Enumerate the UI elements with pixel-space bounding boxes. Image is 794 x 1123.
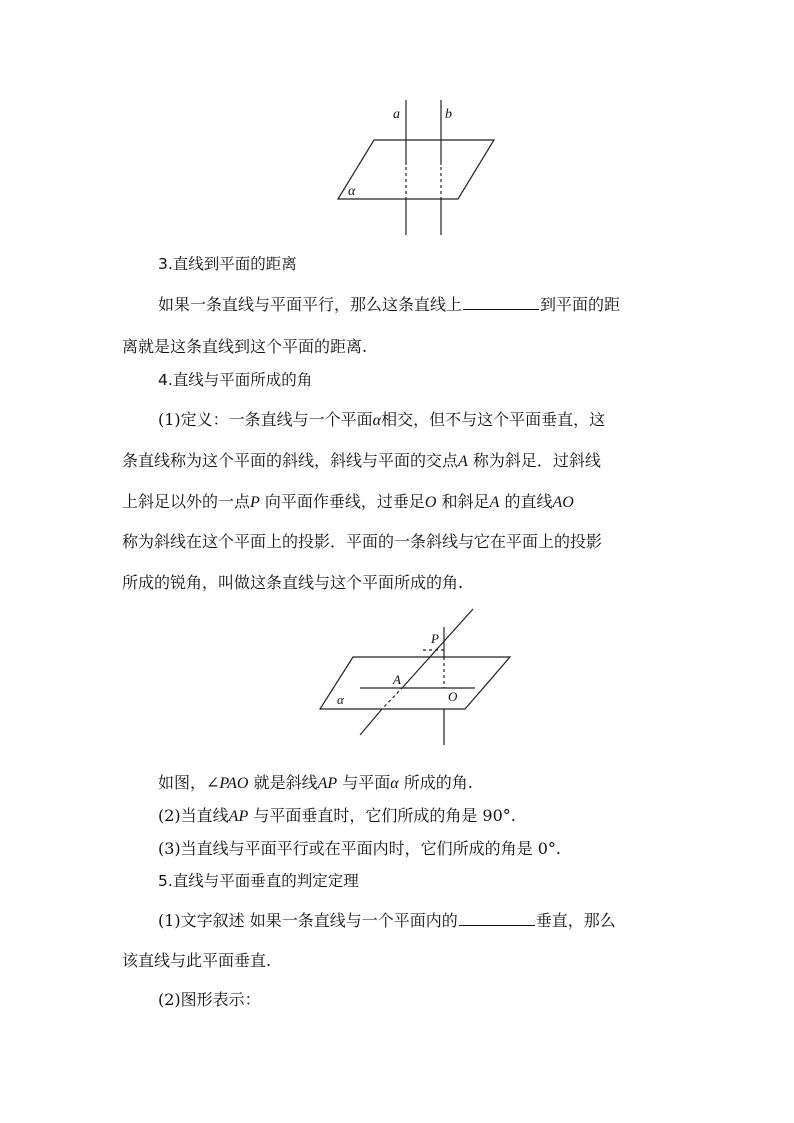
section5-heading: 5.直线与平面垂直的判定定理: [158, 872, 359, 890]
label-alpha: α: [348, 184, 356, 199]
section5-item1: (1)文字叙述 如果一条直线与一个平面内的 垂直，那么: [158, 911, 616, 930]
oblique-line-hidden: [382, 687, 403, 709]
label-alpha-2: α: [337, 692, 344, 707]
oblique-line-lower: [360, 709, 382, 735]
section3-line2: 离就是这条直线到这个平面的距离.: [122, 337, 368, 356]
after-fig2-line3: (3)当直线与平面平行或在平面内时，它们所成的角是 0°.: [158, 839, 562, 858]
label-O: O: [448, 689, 458, 704]
label-A: A: [393, 672, 401, 687]
label-P: P: [431, 631, 439, 646]
section4-def-line4: 称为斜线在这个平面上的投影．平面的一条斜线与它在平面上的投影: [122, 532, 603, 551]
section4-heading: 4.直线与平面所成的角: [158, 371, 313, 389]
section5-item1-line2: 该直线与此平面垂直.: [122, 951, 272, 970]
section4-def-line2: 条直线称为这个平面的斜线，斜线与平面的交点A 称为斜足．过斜线: [122, 451, 601, 470]
figure-oblique-line-plane: [315, 605, 515, 750]
oblique-line-upper: [403, 609, 473, 687]
section3-line1: 如果一条直线与平面平行，那么这条直线上 到平面的距: [158, 295, 621, 314]
section3-heading: 3.直线到平面的距离: [158, 255, 297, 273]
figure-parallel-lines-plane: [330, 95, 510, 240]
after-fig2-line2: (2)当直线AP 与平面垂直时，它们所成的角是 90°.: [158, 806, 516, 825]
plane-alpha: [338, 140, 494, 199]
section4-def-line5: 所成的锐角，叫做这条直线与这个平面所成的角.: [122, 573, 464, 592]
section4-def-line1: (1)定义：一条直线与一个平面α相交，但不与这个平面垂直，这: [158, 410, 606, 429]
plane-alpha-2: [320, 657, 510, 709]
after-fig2-line1: 如图，∠PAO 就是斜线AP 与平面α 所成的角.: [158, 773, 473, 792]
label-b: b: [445, 107, 452, 122]
section5-item2: (2)图形表示：: [158, 990, 261, 1009]
label-a: a: [393, 107, 400, 122]
fill-blank-2[interactable]: [459, 910, 535, 926]
section4-def-line3: 上斜足以外的一点P 向平面作垂线，过垂足O 和斜足A 的直线AO: [122, 492, 574, 511]
fill-blank-1[interactable]: [463, 294, 539, 310]
